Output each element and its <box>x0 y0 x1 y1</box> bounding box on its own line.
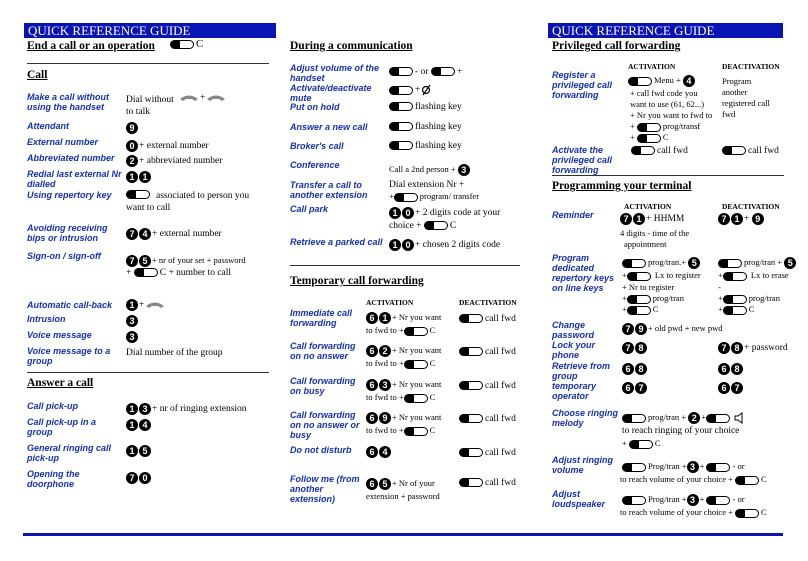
key-icon: 3 <box>126 331 138 343</box>
key-icon: 9 <box>752 213 764 225</box>
key-icon <box>404 327 428 336</box>
key-icon <box>389 86 413 95</box>
desc-voice-group: Dial number of the group <box>126 348 223 358</box>
melody-act1: prog/tran + 2 + <box>622 411 746 424</box>
external-keys: 0 + external number <box>126 140 209 152</box>
key-icon: 0 <box>402 239 414 251</box>
label-attendant: Attendant <box>27 121 69 131</box>
label-put-on-hold: Put on hold <box>290 102 340 112</box>
avoiding-keys: 7 4 + external number <box>126 228 222 240</box>
label-call-park: Call park <box>290 204 329 214</box>
key-icon: 6 <box>718 363 730 375</box>
desc-repertory: associated to person you want to call <box>126 191 250 213</box>
brokers-call-keys: flashing key <box>389 140 462 152</box>
transfer-line1: Dial extension Nr + <box>389 180 465 190</box>
speaker-act1: Prog/tran + 3 + - or <box>622 493 745 506</box>
label-no-answer-fwd: Call forwarding on no answer <box>290 341 356 361</box>
key-icon <box>459 347 483 356</box>
key-icon: 1 <box>389 239 401 251</box>
dedicated-deact3: - <box>718 282 721 292</box>
key-icon: 1 <box>126 445 138 457</box>
key-icon <box>424 221 448 230</box>
label-loudspeaker: Adjust loudspeaker <box>552 489 606 509</box>
key-icon <box>389 141 413 150</box>
key-icon: 6 <box>366 379 378 391</box>
volume-down-key-icon <box>389 67 413 76</box>
key-icon: 8 <box>635 342 647 354</box>
key-icon: 3 <box>379 379 391 391</box>
label-register-priv: Register a privileged call forwarding <box>552 70 613 100</box>
retrieve-group-act <box>622 363 648 375</box>
label-retrieve-parked: Retrieve a parked call <box>290 237 383 247</box>
label-reminder: Reminder <box>552 210 594 220</box>
key-icon <box>622 496 646 505</box>
key-icon <box>723 306 747 315</box>
call-park-keys: 1 0 + 2 digits code at your <box>389 207 500 219</box>
dnd-deact: call fwd <box>459 447 516 459</box>
no-answer-busy-fwd-deact: call fwd <box>459 413 516 425</box>
register-priv-deact2: another <box>722 87 748 97</box>
busy-fwd-act2: to fwd to + C <box>366 392 436 402</box>
key-icon: 6 <box>622 382 634 394</box>
priv-heading: Privileged call forwarding <box>552 40 681 52</box>
key-icon: 7 <box>622 342 634 354</box>
dedicated-deact2: + Lx to erase <box>718 270 789 280</box>
handset-icon <box>178 93 200 103</box>
retrieve-group-deact <box>718 363 744 375</box>
intrusion-keys <box>126 315 139 327</box>
key-icon: 1 <box>126 419 138 431</box>
label-general-pickup: General ringing call pick-up <box>27 443 112 463</box>
hold-keys: flashing key <box>389 101 462 113</box>
key-icon: 7 <box>635 382 647 394</box>
label-no-answer-busy-fwd: Call forwarding on no answer or busy <box>290 410 360 440</box>
temp-deactivation-header: DEACTIVATION <box>459 298 517 307</box>
divider <box>290 265 520 266</box>
dnd-act <box>366 446 392 458</box>
adjust-volume-keys: - or + <box>389 66 462 78</box>
retrieve-group-deact2 <box>718 382 744 394</box>
register-priv-line6: + C <box>630 132 669 142</box>
register-priv-line3: want to use (61, 62...) <box>630 99 705 109</box>
callback-keys: 1 + <box>126 299 166 311</box>
dedicated-deact5: + C <box>718 304 755 314</box>
dedicated-act4: + prog/tran <box>622 293 684 303</box>
label-busy-fwd: Call forwarding on busy <box>290 376 356 396</box>
key-icon <box>706 463 730 472</box>
label-call-pickup: Call pick-up <box>27 401 79 411</box>
key-icon: 4 <box>683 75 695 87</box>
reminder-act1: 7 1 + HHMM <box>620 213 684 225</box>
label-repertory: Using repertory key <box>27 190 112 200</box>
key-icon: 1 <box>126 299 138 311</box>
header-right-bar <box>548 23 783 38</box>
register-priv-line5: + prog/transf <box>630 121 701 131</box>
temp-heading: Temporary call forwarding <box>290 275 424 287</box>
key-icon: 8 <box>731 363 743 375</box>
label-doorphone: Opening the doorphone <box>27 469 80 489</box>
busy-fwd-deact: call fwd <box>459 380 516 392</box>
no-answer-fwd-act2: to fwd to + C <box>366 358 436 368</box>
key-icon <box>404 360 428 369</box>
voice-message-keys <box>126 331 139 343</box>
key-icon <box>459 314 483 323</box>
label-transfer: Transfer a call to another extension <box>290 180 368 200</box>
key-icon <box>631 146 655 155</box>
label-dedicated: Program dedicated repertory keys on line keys <box>552 253 615 293</box>
label-retrieve-group: Retrieve from group temporary operator <box>552 361 611 401</box>
key-icon <box>627 306 651 315</box>
register-priv-line2: + call fwd code you <box>630 88 698 98</box>
key-icon: 6 <box>366 478 378 490</box>
sign-on-line2: + C + number to call <box>126 268 232 278</box>
label-external: External number <box>27 137 99 147</box>
key-icon <box>706 414 730 423</box>
key-icon: 6 <box>366 312 378 324</box>
key-icon <box>735 476 759 485</box>
redial-keys <box>126 171 152 183</box>
handset-icons: + <box>178 92 227 104</box>
bottom-bar <box>23 533 783 536</box>
immediate-fwd-act2: to fwd to + C <box>366 325 436 335</box>
key-icon: 9 <box>126 122 138 134</box>
key-icon <box>622 259 646 268</box>
key-icon: 7 <box>126 255 138 267</box>
header-right-title: QUICK REFERENCE GUIDE <box>552 23 715 38</box>
key-icon: 7 <box>126 472 138 484</box>
melody-act2: to reach ringing of your choice <box>622 426 740 436</box>
register-priv-line4: + Nr you want to fwd to <box>630 110 713 120</box>
key-icon: 5 <box>688 257 700 269</box>
key-icon: 7 <box>731 382 743 394</box>
handset-icon <box>144 300 166 310</box>
key-icon: 7 <box>126 228 138 240</box>
dedicated-act2: + Lx to register <box>622 270 701 280</box>
label-brokers-call: Broker's call <box>290 141 344 151</box>
label-activate-priv: Activate the privileged call forwarding <box>552 145 613 175</box>
label-abbreviated: Abbreviated number <box>27 153 115 163</box>
prog-deactivation-header: DEACTIVATION <box>722 202 780 211</box>
priv-deactivation-header: DEACTIVATION <box>722 62 780 71</box>
key-icon <box>459 414 483 423</box>
key-icon <box>394 193 418 202</box>
no-answer-busy-fwd-act1: 6 9 + Nr you want <box>366 411 441 424</box>
key-icon: 4 <box>139 228 151 240</box>
key-icon: 8 <box>635 363 647 375</box>
key-icon: 3 <box>687 461 699 473</box>
desc-make-call: Dial without to talk <box>126 95 174 117</box>
divider <box>27 372 269 373</box>
retrieve-group-act2 <box>622 382 648 394</box>
key-icon: 2 <box>126 155 138 167</box>
key-icon <box>723 272 747 281</box>
key-icon: 6 <box>622 363 634 375</box>
key-icon <box>722 146 746 155</box>
attendant-keys <box>126 122 139 134</box>
label-adjust-volume: Adjust volume of the handset <box>290 63 380 83</box>
immediate-fwd-deact: call fwd <box>459 313 516 325</box>
key-icon: 5 <box>379 478 391 490</box>
during-heading: During a communication <box>290 40 413 52</box>
dedicated-deact1: prog/tran + 5 <box>718 256 797 269</box>
dedicated-act1: prog/tran.+ 5 <box>622 256 701 269</box>
key-icon <box>627 272 651 281</box>
header-left-bar <box>24 23 276 38</box>
dedicated-deact4: + prog/tran <box>718 293 780 303</box>
label-voice-group: Voice message to a group <box>27 346 111 366</box>
key-icon: 0 <box>402 207 414 219</box>
follow-me-act2: extension + password <box>366 491 440 501</box>
register-priv-deact3: registered call <box>722 98 770 108</box>
key-icon: 1 <box>731 213 743 225</box>
key-icon: 2 <box>379 345 391 357</box>
transfer-line2: + program/ transfer <box>389 191 480 201</box>
key-icon <box>629 440 653 449</box>
key-icon <box>389 122 413 131</box>
key-icon <box>459 448 483 457</box>
speaker-act2: to reach volume of your choice + C <box>620 507 767 517</box>
lock-phone-deact: 7 8 + password <box>718 342 788 354</box>
general-pickup-keys <box>126 445 152 457</box>
activate-priv-act: call fwd <box>631 145 688 157</box>
reminder-act3: appointment <box>624 239 667 249</box>
key-icon <box>622 414 646 423</box>
handset-icon <box>205 93 227 103</box>
no-answer-fwd-deact: call fwd <box>459 346 516 358</box>
key-icon: 6 <box>718 382 730 394</box>
key-icon: 5 <box>139 255 151 267</box>
key-icon <box>459 478 483 487</box>
label-sign-on: Sign-on / sign-off <box>27 251 101 261</box>
dedicated-act3: + Nr to register <box>622 282 675 292</box>
call-pickup-keys: 1 3 + nr of ringing extension <box>126 403 247 415</box>
ringvol-act1: Prog/tran + 3 + - or <box>622 460 745 473</box>
reminder-act2: 4 digits - time of the <box>620 228 690 238</box>
key-icon <box>637 134 661 143</box>
key-icon: 3 <box>126 315 138 327</box>
key-icon <box>628 77 652 86</box>
label-ringing-melody: Choose ringing melody <box>552 408 618 428</box>
immediate-fwd-act1: 6 1 + Nr you want <box>366 311 441 324</box>
busy-fwd-act1: 6 3 + Nr you want <box>366 378 441 391</box>
key-icon <box>622 463 646 472</box>
divider <box>552 175 784 176</box>
answer-new-call-keys: flashing key <box>389 121 462 133</box>
pickup-group-keys <box>126 419 152 431</box>
divider <box>27 63 269 64</box>
key-icon: 5 <box>784 257 796 269</box>
volume-up-key-icon <box>431 67 455 76</box>
conference-keys: Call a 2nd person + 3 <box>389 163 471 176</box>
key-icon: 9 <box>379 412 391 424</box>
key-icon: 8 <box>731 342 743 354</box>
key-icon: 4 <box>379 446 391 458</box>
temp-activation-header: ACTIVATION <box>366 298 414 307</box>
label-ringing-volume: Adjust ringing volume <box>552 455 613 475</box>
key-icon: 3 <box>139 403 151 415</box>
call-park-line2: choice + C <box>389 221 457 231</box>
activate-priv-deact: call fwd <box>722 145 779 157</box>
key-icon: 6 <box>366 345 378 357</box>
label-callback: Automatic call-back <box>27 300 113 310</box>
reminder-deact: 7 1 + 9 <box>718 213 765 225</box>
register-priv-deact1: Program <box>722 76 752 86</box>
key-icon: 9 <box>635 323 647 335</box>
key-icon <box>735 509 759 518</box>
label-voice-message: Voice message <box>27 330 92 340</box>
key-icon: 7 <box>622 323 634 335</box>
sign-on-keys: 7 5 + nr of your set + password <box>126 254 246 267</box>
label-redial: Redial last external Nr dialled <box>27 169 122 189</box>
key-icon <box>404 394 428 403</box>
retrieve-parked-keys: 1 0 + chosen 2 digits code <box>389 239 500 251</box>
label-follow-me: Follow me (from another extension) <box>290 474 360 504</box>
label-pickup-group: Call pick-up in a group <box>27 417 97 437</box>
ringvol-act2: to reach volume of your choice + C <box>620 474 767 484</box>
no-answer-busy-fwd-act2: to fwd to + C <box>366 425 436 435</box>
follow-me-act1: 6 5 + Nr of your <box>366 477 435 490</box>
key-icon: 5 <box>139 445 151 457</box>
key-icon: 4 <box>139 419 151 431</box>
label-conference: Conference <box>290 160 340 170</box>
key-icon: 1 <box>126 403 138 415</box>
key-icon: 1 <box>633 213 645 225</box>
label-answer-new-call: Answer a new call <box>290 122 368 132</box>
key-icon <box>170 40 194 49</box>
key-icon: 7 <box>718 342 730 354</box>
label-do-not-disturb: Do not disturb <box>290 445 352 455</box>
key-icon <box>459 381 483 390</box>
register-priv-line1: Menu + 4 <box>628 74 696 87</box>
key-icon <box>134 268 158 277</box>
lock-phone-act <box>622 342 648 354</box>
key-icon <box>718 259 742 268</box>
key-icon <box>706 496 730 505</box>
key-icon: 0 <box>126 140 138 152</box>
key-icon <box>389 102 413 111</box>
answer-heading: Answer a call <box>27 377 94 389</box>
key-icon: 1 <box>126 171 138 183</box>
speaker-icon <box>734 412 746 424</box>
follow-me-deact: call fwd <box>459 477 516 489</box>
register-priv-deact4: fwd <box>722 109 736 119</box>
label-change-password: Change password <box>552 320 595 340</box>
key-icon: 7 <box>620 213 632 225</box>
prog-heading: Programming your terminal <box>552 180 692 192</box>
label-intrusion: Intrusion <box>27 314 66 324</box>
label-immediate-fwd: Immediate call forwarding <box>290 308 353 328</box>
key-icon <box>404 427 428 436</box>
dedicated-act5: + C <box>622 304 659 314</box>
priv-activation-header: ACTIVATION <box>628 62 676 71</box>
end-call-keys: C <box>170 38 203 50</box>
label-mute: Activate/deactivate mute <box>290 83 372 103</box>
doorphone-keys <box>126 472 152 484</box>
key-icon: 6 <box>366 412 378 424</box>
label-make-call: Make a call without using the handset <box>27 92 110 112</box>
key-icon: 3 <box>458 164 470 176</box>
prog-activation-header: ACTIVATION <box>624 202 672 211</box>
key-icon: 3 <box>687 494 699 506</box>
abbreviated-keys: 2 + abbreviated number <box>126 155 222 167</box>
key-icon: 1 <box>379 312 391 324</box>
key-icon: 1 <box>389 207 401 219</box>
key-icon: 0 <box>139 472 151 484</box>
key-icon: 6 <box>366 446 378 458</box>
mute-keys: + <box>389 84 432 96</box>
label-avoiding: Avoiding receiving bips or intrusion <box>27 223 108 243</box>
no-answer-fwd-act1: 6 2 + Nr you want <box>366 344 441 357</box>
call-heading: Call <box>27 69 48 81</box>
key-icon: 1 <box>139 171 151 183</box>
end-call-heading: End a call or an operation <box>27 40 155 52</box>
melody-act3: + C <box>622 438 661 448</box>
label-lock-phone: Lock your phone <box>552 340 596 360</box>
key-icon: 7 <box>718 213 730 225</box>
mute-icon <box>420 84 432 96</box>
change-password-act: 7 9 + old pwd + new pwd <box>622 322 723 335</box>
header-left-title: QUICK REFERENCE GUIDE <box>28 23 191 38</box>
key-icon: 2 <box>688 412 700 424</box>
